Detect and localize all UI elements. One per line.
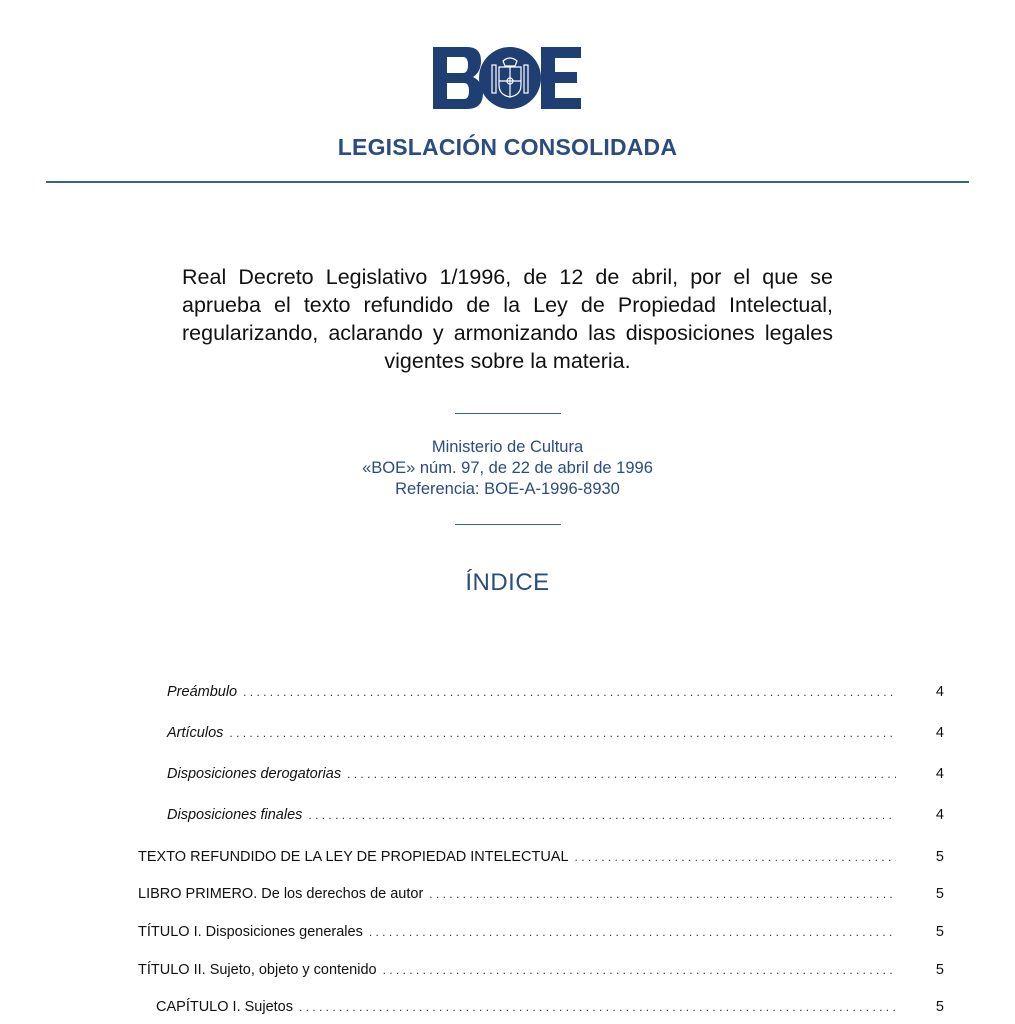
toc-page-number: 5: [935, 886, 944, 902]
reference-line: Referencia: BOE-A-1996-8930: [395, 480, 620, 498]
boe-logo: [433, 47, 581, 109]
header-title: LEGISLACIÓN CONSOLIDADA: [337, 134, 678, 160]
toc-dot-leader: [575, 850, 896, 864]
toc-entry-preambulo[interactable]: [167, 684, 944, 704]
toc-label: Disposiciones finales: [167, 807, 303, 823]
toc-entry-disposiciones-finales[interactable]: [167, 807, 944, 827]
toc-entry-titulo-i[interactable]: [138, 924, 944, 944]
toc-dot-leader: [299, 1000, 896, 1014]
toc-label: Artículos: [167, 725, 224, 741]
toc-dot-leader: [308, 808, 896, 822]
short-divider-bottom: [455, 524, 561, 525]
toc-label: CAPÍTULO I. Sujetos: [156, 999, 293, 1015]
boe-issue-line: «BOE» núm. 97, de 22 de abril de 1996: [362, 459, 653, 477]
toc-entry-libro-primero[interactable]: [138, 886, 944, 906]
ministry-line: Ministerio de Cultura: [431, 438, 584, 456]
toc-entry-articulos[interactable]: [167, 725, 944, 745]
toc-label: Preámbulo: [167, 684, 238, 700]
toc-page-number: 4: [935, 807, 944, 823]
toc-dot-leader: [243, 685, 896, 699]
toc-entry-texto-refundido[interactable]: [138, 849, 944, 869]
toc-dot-leader: [429, 887, 896, 901]
document-title: Real Decreto Legislativo 1/1996, de 12 de abril, por el que se aprueba el texto refundido de la Ley de Propiedad Intelectual, regularizando, aclarando y armonizando las disposiciones legales vigentes sobre la materia.: [182, 265, 833, 373]
toc-dot-leader: [347, 767, 896, 781]
toc-label: TÍTULO II. Sujeto, objeto y contenido: [138, 962, 377, 978]
index-heading: ÍNDICE: [465, 569, 550, 596]
toc-label: Disposiciones derogatorias: [167, 766, 342, 782]
toc-page-number: 5: [935, 962, 944, 978]
toc-label: LIBRO PRIMERO. De los derechos de autor: [138, 886, 424, 902]
toc-page-number: 5: [935, 924, 944, 940]
toc-page-number: 4: [935, 766, 944, 782]
logo-letter-e: [541, 47, 581, 109]
toc-entry-titulo-ii[interactable]: [138, 962, 944, 982]
toc-dot-leader: [369, 925, 896, 939]
short-divider-top: [455, 413, 561, 414]
document-metadata: [0, 437, 1015, 500]
toc-dot-leader: [229, 726, 896, 740]
toc-entry-disposiciones-derogatorias[interactable]: [167, 766, 944, 786]
toc-dot-leader: [383, 963, 896, 977]
header-divider: [46, 181, 969, 183]
toc-page-number: 5: [935, 999, 944, 1015]
toc-label: TEXTO REFUNDIDO DE LA LEY DE PROPIEDAD INTELECTUAL: [138, 849, 569, 865]
toc-page-number: 4: [935, 684, 944, 700]
toc-page-number: 4: [935, 725, 944, 741]
toc-entry-capitulo-i[interactable]: [156, 999, 944, 1019]
toc-label: TÍTULO I. Disposiciones generales: [138, 924, 363, 940]
toc-page-number: 5: [935, 849, 944, 865]
logo-letter-b: [433, 47, 483, 109]
